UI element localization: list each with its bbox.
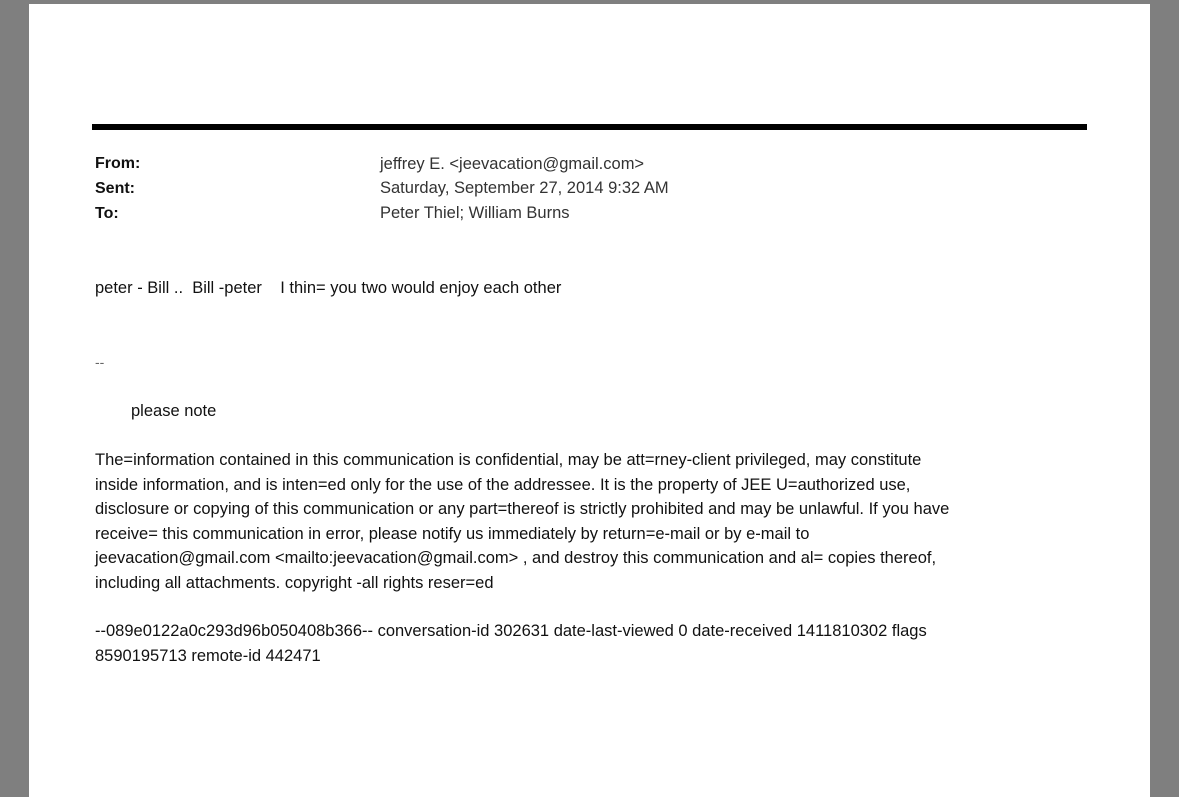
sent-label: Sent:	[95, 180, 135, 197]
metadata-line: --089e0122a0c293d96b050408b366-- conversation-id 302631 date-last-viewed 0 date-received 1411810302 flags	[95, 622, 927, 640]
metadata-paragraph	[95, 619, 1080, 668]
disclaimer-paragraph	[95, 448, 1080, 595]
from-value: jeffrey E. <jeevacation@gmail.com>	[380, 155, 645, 173]
disclaimer-line: inside information, and is inten=ed only for the use of the addressee. It is the property of JEE U=authorized use,	[95, 475, 911, 494]
disclaimer-line: disclosure or copying of this communication or any part=thereof is strictly prohibited and may be unlawful. If you have	[95, 500, 950, 518]
signature-separator: --	[95, 354, 105, 370]
metadata-line: 8590195713 remote-id 442471	[95, 646, 321, 665]
disclaimer-line: receive= this communication in error, please notify us immediately by return=e-mail or by e-mail to	[95, 524, 810, 543]
disclaimer-line: including all attachments. copyright -all rights reser=ed	[95, 573, 494, 592]
message-text: peter - Bill .. Bill -peter I thin= you two would enjoy each other	[95, 279, 562, 297]
sent-value: Saturday, September 27, 2014 9:32 AM	[380, 179, 669, 197]
from-label: From:	[95, 155, 141, 172]
note-heading: please note	[131, 402, 217, 420]
header-rule	[92, 124, 1087, 130]
disclaimer-line: The=information contained in this communication is confidential, may be att=rney-client privileged, may constitute	[95, 451, 922, 469]
to-label: To:	[95, 205, 119, 222]
disclaimer-line: jeevacation@gmail.com <mailto:jeevacation@gmail.com> , and destroy this communication and al= copies thereof,	[95, 549, 937, 567]
to-value: Peter Thiel; William Burns	[380, 204, 570, 222]
document-page	[29, 4, 1150, 797]
